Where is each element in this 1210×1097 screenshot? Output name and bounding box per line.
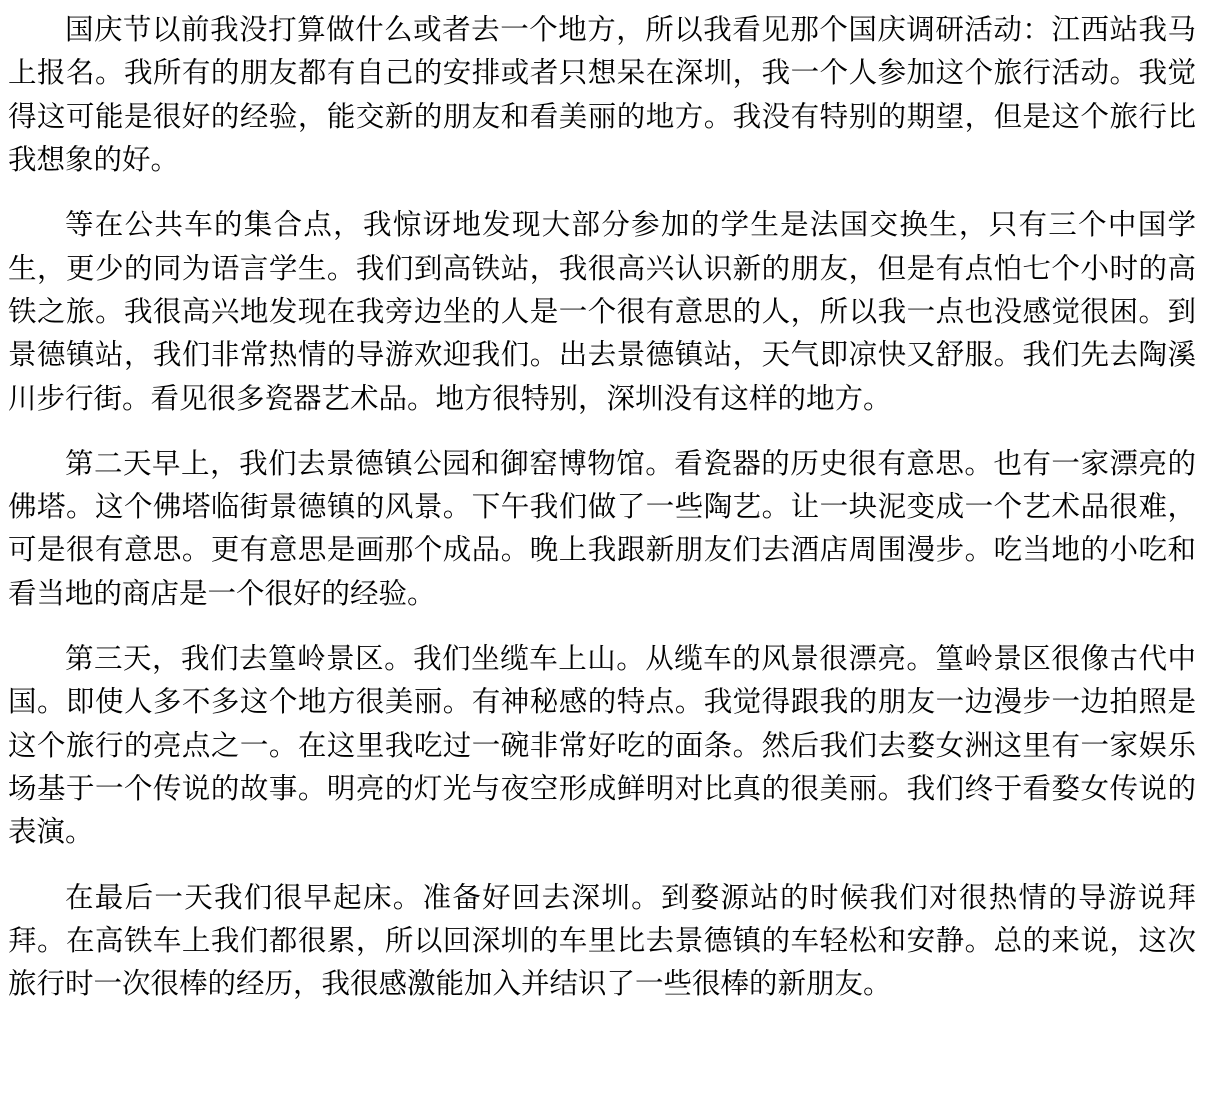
paragraph-5: 在最后一天我们很早起床。准备好回去深圳。到婺源站的时候我们对很热情的导游说拜拜。在高铁车上我们都很累，所以回深圳的车里比去景德镇的车轻松和安静。总的来说，这次旅行时一次很棒的经历，我很感激能加入并结识了一些很棒的新朋友。 [8,880,1196,1001]
document-body [8,8,1196,1006]
paragraph-3: 第二天早上，我们去景德镇公园和御窑博物馆。看瓷器的历史很有意思。也有一家漂亮的佛塔。这个佛塔临街景德镇的风景。下午我们做了一些陶艺。让一块泥变成一个艺术品很难，可是很有意思。更有意思是画那个成品。晚上我跟新朋友们去酒店周围漫步。吃当地的小吃和看当地的商店是一个很好的经验。 [8,446,1196,610]
paragraph-1: 国庆节以前我没打算做什么或者去一个地方，所以我看见那个国庆调研活动：江西站我马上报名。我所有的朋友都有自己的安排或者只想呆在深圳，我一个人参加这个旅行活动。我觉得这可能是很好的经验，能交新的朋友和看美丽的地方。我没有特别的期望，但是这个旅行比我想象的好。 [8,13,1196,176]
paragraph-4: 第三天，我们去篁岭景区。我们坐缆车上山。从缆车的风景很漂亮。篁岭景区很像古代中国。即使人多不多这个地方很美丽。有神秘感的特点。我觉得跟我的朋友一边漫步一边拍照是这个旅行的亮点之一。在这里我吃过一碗非常好吃的面条。然后我们去婺女洲这里有一家娱乐场基于一个传说的故事。明亮的灯光与夜空形成鲜明对比真的很美丽。我们终于看婺女传说的表演。 [8,642,1196,849]
paragraph-2: 等在公共车的集合点，我惊讶地发现大部分参加的学生是法国交换生，只有三个中国学生，更少的同为语言学生。我们到高铁站，我很高兴认识新的朋友，但是有点怕七个小时的高铁之旅。我很高兴地发现在我旁边坐的人是一个很有意思的人，所以我一点也没感觉很困。到景德镇站，我们非常热情的导游欢迎我们。出去景德镇站，天气即凉快又舒服。我们先去陶溪川步行街。看见很多瓷器艺术品。地方很特别，深圳没有这样的地方。 [8,208,1196,415]
